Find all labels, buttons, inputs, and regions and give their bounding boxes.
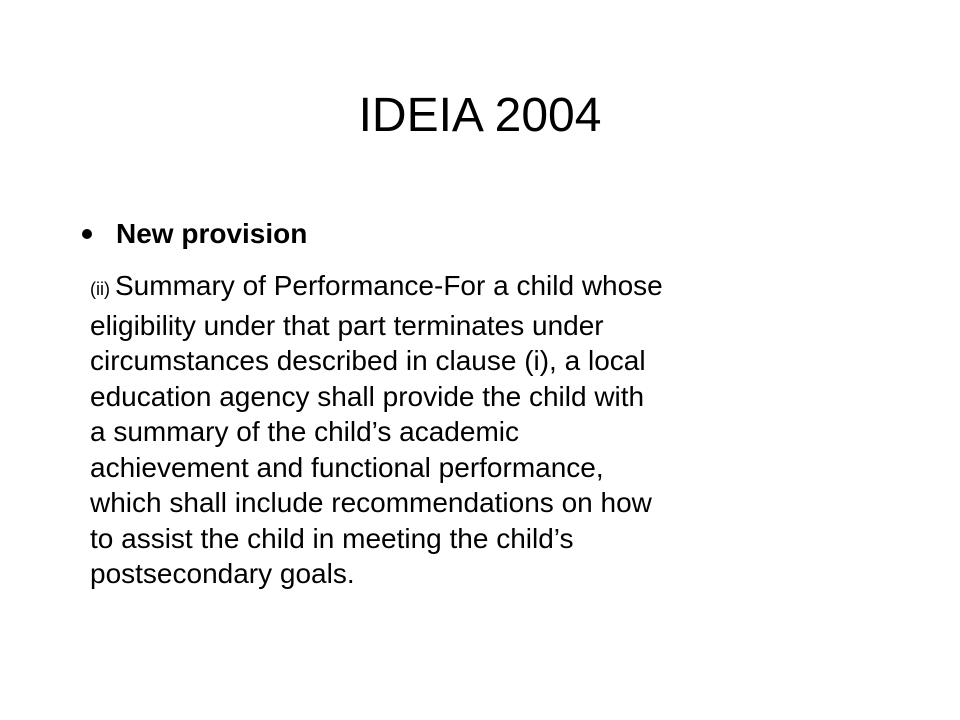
clause-line: education agency shall provide the child with <box>90 380 645 412</box>
clause-line: circumstances described in clause (i), a local <box>90 345 646 376</box>
clause-line: (ii) Summary of Performance-For a child whose <box>90 270 663 301</box>
bullet-item <box>82 214 307 254</box>
clause-line: achievement and functional performance, <box>90 451 604 483</box>
clause-line: to assist the child in meeting the child’s <box>90 522 574 554</box>
bullet-text: New provision <box>116 218 308 249</box>
slide-title: IDEIA 2004 <box>358 89 602 142</box>
clause-line: a summary of the child’s academic <box>90 416 519 447</box>
clause-line: postsecondary goals. <box>90 558 355 589</box>
clause-paragraph <box>90 268 918 592</box>
clause-line: which shall include recommendations on how <box>90 487 652 518</box>
clause-number: (ii) <box>90 279 115 299</box>
bullet-dot-icon <box>82 229 92 239</box>
clause-line: eligibility under that part terminates under <box>90 309 604 341</box>
